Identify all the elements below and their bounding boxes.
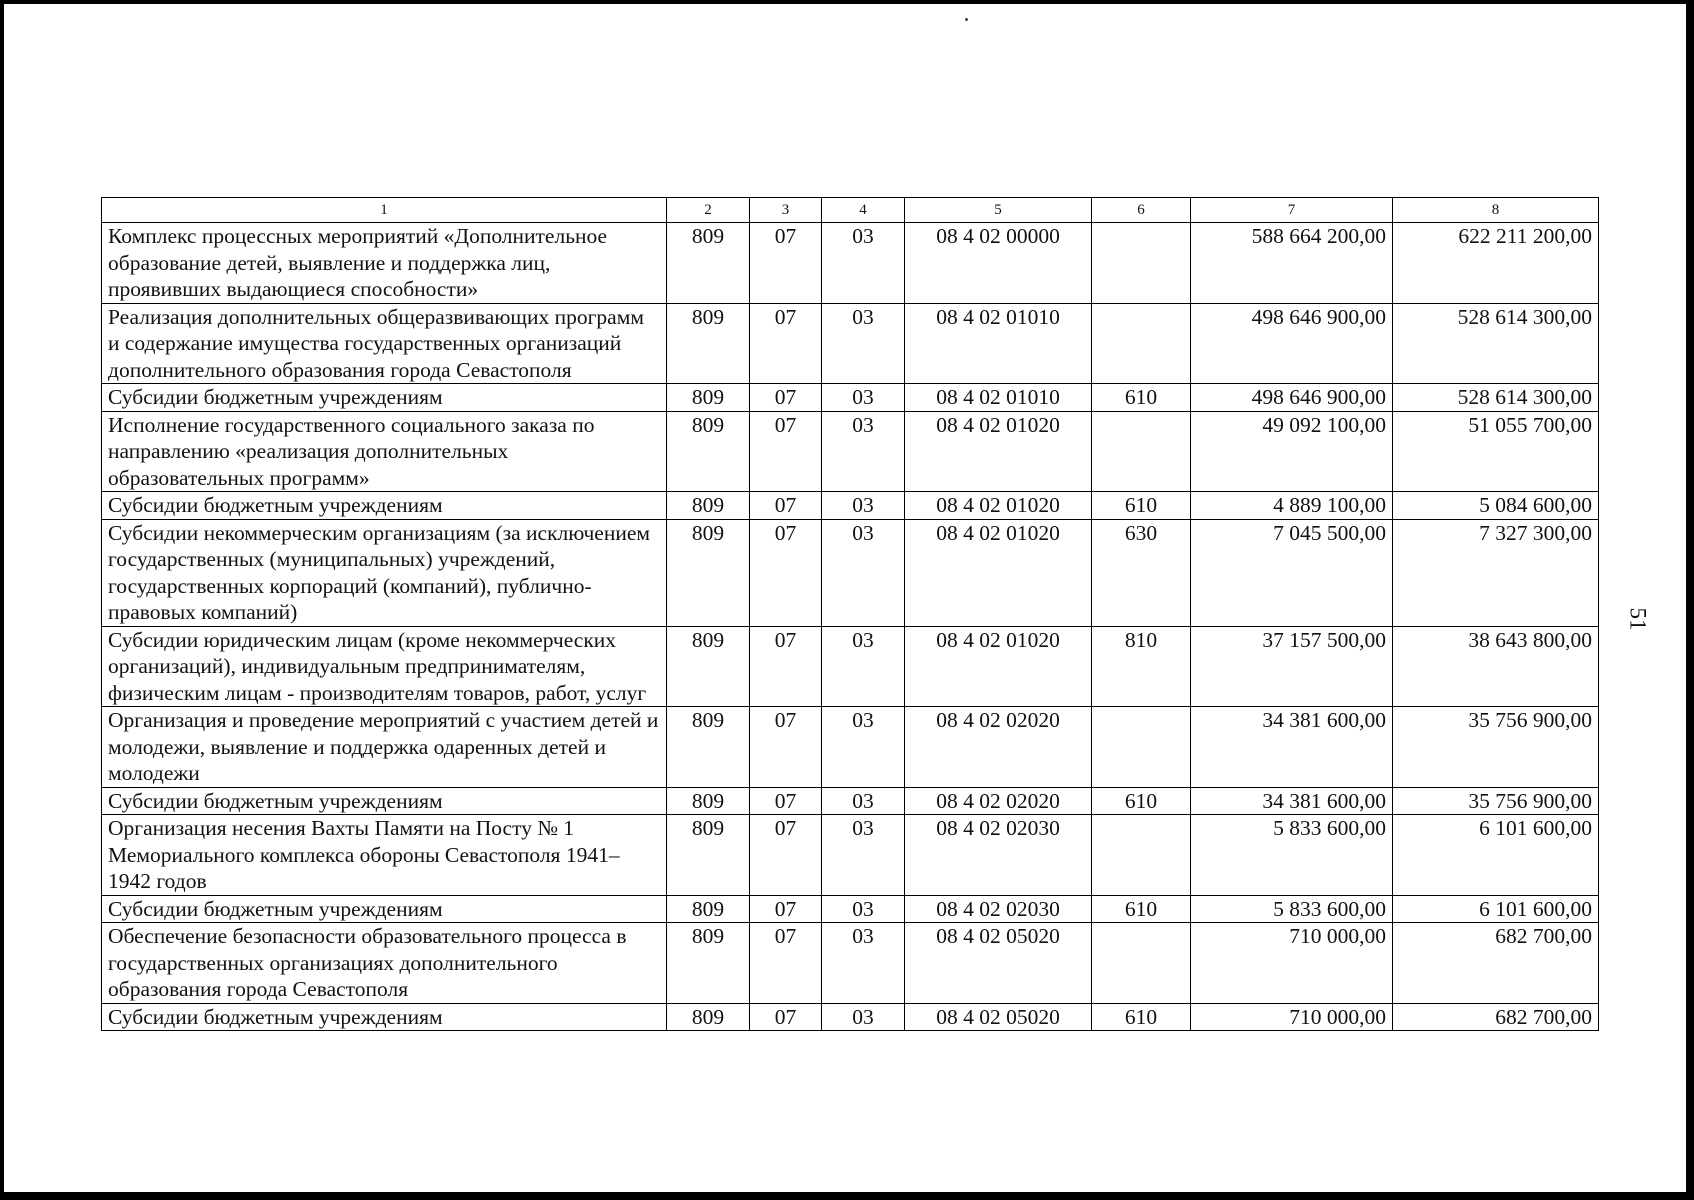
row-section: 07 — [750, 519, 822, 626]
col-header: 8 — [1393, 198, 1599, 223]
row-section: 07 — [750, 303, 822, 384]
row-name: Субсидии бюджетным учреждениям — [102, 384, 667, 412]
col-header: 7 — [1191, 198, 1393, 223]
row-subsection: 03 — [822, 384, 905, 412]
row-expense-type: 610 — [1092, 1003, 1191, 1031]
row-name: Обеспечение безопасности образовательного процесса в государственных организациях дополнительного образования города Севастополя — [102, 923, 667, 1004]
row-code-ministry: 809 — [667, 223, 750, 304]
row-name: Организация несения Вахты Памяти на Посту № 1 Мемориального комплекса обороны Севастополя 1941–1942 годов — [102, 815, 667, 896]
row-section: 07 — [750, 707, 822, 788]
row-target-code: 08 4 02 01020 — [905, 519, 1092, 626]
row-code-ministry: 809 — [667, 787, 750, 815]
row-expense-type: 630 — [1092, 519, 1191, 626]
col-header: 5 — [905, 198, 1092, 223]
table-row — [102, 1003, 1599, 1031]
table-row — [102, 492, 1599, 520]
row-subsection: 03 — [822, 223, 905, 304]
row-code-ministry: 809 — [667, 895, 750, 923]
row-name: Реализация дополнительных общеразвивающих программ и содержание имущества государственных организаций дополнительного образования города Севастополя — [102, 303, 667, 384]
row-expense-type — [1092, 223, 1191, 304]
row-code-ministry: 809 — [667, 384, 750, 412]
table-row — [102, 707, 1599, 788]
row-name: Субсидии бюджетным учреждениям — [102, 1003, 667, 1031]
row-subsection: 03 — [822, 923, 905, 1004]
row-name: Комплекс процессных мероприятий «Дополнительное образование детей, выявление и поддержка лиц, проявивших выдающиеся способности» — [102, 223, 667, 304]
row-target-code: 08 4 02 02020 — [905, 707, 1092, 788]
row-code-ministry: 809 — [667, 923, 750, 1004]
table-row — [102, 519, 1599, 626]
row-subsection: 03 — [822, 519, 905, 626]
row-amount-col8: 35 756 900,00 — [1393, 787, 1599, 815]
table-row — [102, 303, 1599, 384]
row-amount-col7: 49 092 100,00 — [1191, 411, 1393, 492]
row-amount-col8: 7 327 300,00 — [1393, 519, 1599, 626]
row-section: 07 — [750, 895, 822, 923]
row-name: Субсидии юридическим лицам (кроме некоммерческих организаций), индивидуальным предпринимателям, физическим лицам - производителям товаров, работ, услуг — [102, 626, 667, 707]
row-expense-type: 610 — [1092, 895, 1191, 923]
row-target-code: 08 4 02 01010 — [905, 384, 1092, 412]
col-header: 1 — [102, 198, 667, 223]
row-section: 07 — [750, 492, 822, 520]
row-amount-col8: 682 700,00 — [1393, 1003, 1599, 1031]
table-row — [102, 411, 1599, 492]
table-row — [102, 895, 1599, 923]
row-expense-type: 610 — [1092, 384, 1191, 412]
row-subsection: 03 — [822, 492, 905, 520]
row-amount-col8: 622 211 200,00 — [1393, 223, 1599, 304]
row-expense-type — [1092, 411, 1191, 492]
row-amount-col7: 34 381 600,00 — [1191, 787, 1393, 815]
row-section: 07 — [750, 1003, 822, 1031]
row-section: 07 — [750, 815, 822, 896]
row-subsection: 03 — [822, 895, 905, 923]
row-section: 07 — [750, 923, 822, 1004]
row-subsection: 03 — [822, 815, 905, 896]
row-section: 07 — [750, 384, 822, 412]
table-row — [102, 223, 1599, 304]
row-subsection: 03 — [822, 787, 905, 815]
row-name: Субсидии некоммерческим организациям (за исключением государственных (муниципальных) учреждений, государственных корпораций (компаний), публично-правовых компаний) — [102, 519, 667, 626]
row-amount-col7: 588 664 200,00 — [1191, 223, 1393, 304]
row-target-code: 08 4 02 02030 — [905, 815, 1092, 896]
row-amount-col8: 528 614 300,00 — [1393, 303, 1599, 384]
row-amount-col8: 5 084 600,00 — [1393, 492, 1599, 520]
row-amount-col8: 6 101 600,00 — [1393, 895, 1599, 923]
row-target-code: 08 4 02 01010 — [905, 303, 1092, 384]
row-name: Организация и проведение мероприятий с участием детей и молодежи, выявление и поддержка одаренных детей и молодежи — [102, 707, 667, 788]
row-expense-type — [1092, 707, 1191, 788]
table-row — [102, 923, 1599, 1004]
row-amount-col7: 710 000,00 — [1191, 923, 1393, 1004]
row-amount-col7: 37 157 500,00 — [1191, 626, 1393, 707]
row-code-ministry: 809 — [667, 707, 750, 788]
col-header: 6 — [1092, 198, 1191, 223]
row-amount-col8: 6 101 600,00 — [1393, 815, 1599, 896]
row-amount-col7: 498 646 900,00 — [1191, 303, 1393, 384]
row-expense-type: 610 — [1092, 492, 1191, 520]
row-expense-type: 610 — [1092, 787, 1191, 815]
row-section: 07 — [750, 626, 822, 707]
row-amount-col8: 35 756 900,00 — [1393, 707, 1599, 788]
col-header: 4 — [822, 198, 905, 223]
row-amount-col7: 4 889 100,00 — [1191, 492, 1393, 520]
row-expense-type — [1092, 815, 1191, 896]
row-subsection: 03 — [822, 1003, 905, 1031]
table-row — [102, 815, 1599, 896]
row-target-code: 08 4 02 01020 — [905, 411, 1092, 492]
row-name: Субсидии бюджетным учреждениям — [102, 787, 667, 815]
row-section: 07 — [750, 411, 822, 492]
row-code-ministry: 809 — [667, 1003, 750, 1031]
row-amount-col7: 5 833 600,00 — [1191, 815, 1393, 896]
row-section: 07 — [750, 223, 822, 304]
row-name: Субсидии бюджетным учреждениям — [102, 492, 667, 520]
row-amount-col8: 38 643 800,00 — [1393, 626, 1599, 707]
table-row — [102, 787, 1599, 815]
row-target-code: 08 4 02 02030 — [905, 895, 1092, 923]
row-code-ministry: 809 — [667, 626, 750, 707]
row-target-code: 08 4 02 05020 — [905, 1003, 1092, 1031]
row-target-code: 08 4 02 02020 — [905, 787, 1092, 815]
row-section: 07 — [750, 787, 822, 815]
row-subsection: 03 — [822, 303, 905, 384]
row-amount-col7: 5 833 600,00 — [1191, 895, 1393, 923]
row-target-code: 08 4 02 01020 — [905, 492, 1092, 520]
row-code-ministry: 809 — [667, 492, 750, 520]
row-code-ministry: 809 — [667, 519, 750, 626]
row-amount-col8: 682 700,00 — [1393, 923, 1599, 1004]
row-expense-type — [1092, 303, 1191, 384]
row-amount-col8: 51 055 700,00 — [1393, 411, 1599, 492]
budget-table — [101, 197, 1599, 1031]
row-amount-col8: 528 614 300,00 — [1393, 384, 1599, 412]
row-amount-col7: 7 045 500,00 — [1191, 519, 1393, 626]
row-code-ministry: 809 — [667, 815, 750, 896]
row-name: Исполнение государственного социального заказа по направлению «реализация дополнительных образовательных программ» — [102, 411, 667, 492]
row-expense-type — [1092, 923, 1191, 1004]
col-header: 2 — [667, 198, 750, 223]
row-subsection: 03 — [822, 626, 905, 707]
row-target-code: 08 4 02 00000 — [905, 223, 1092, 304]
row-subsection: 03 — [822, 411, 905, 492]
table-row — [102, 626, 1599, 707]
col-header: 3 — [750, 198, 822, 223]
row-target-code: 08 4 02 05020 — [905, 923, 1092, 1004]
row-target-code: 08 4 02 01020 — [905, 626, 1092, 707]
row-expense-type: 810 — [1092, 626, 1191, 707]
row-amount-col7: 710 000,00 — [1191, 1003, 1393, 1031]
row-subsection: 03 — [822, 707, 905, 788]
row-amount-col7: 34 381 600,00 — [1191, 707, 1393, 788]
row-code-ministry: 809 — [667, 303, 750, 384]
scan-speck — [965, 18, 968, 21]
row-code-ministry: 809 — [667, 411, 750, 492]
row-name: Субсидии бюджетным учреждениям — [102, 895, 667, 923]
page-number: 51 — [1625, 607, 1651, 631]
row-amount-col7: 498 646 900,00 — [1191, 384, 1393, 412]
header-row — [102, 198, 1599, 223]
table-row — [102, 384, 1599, 412]
